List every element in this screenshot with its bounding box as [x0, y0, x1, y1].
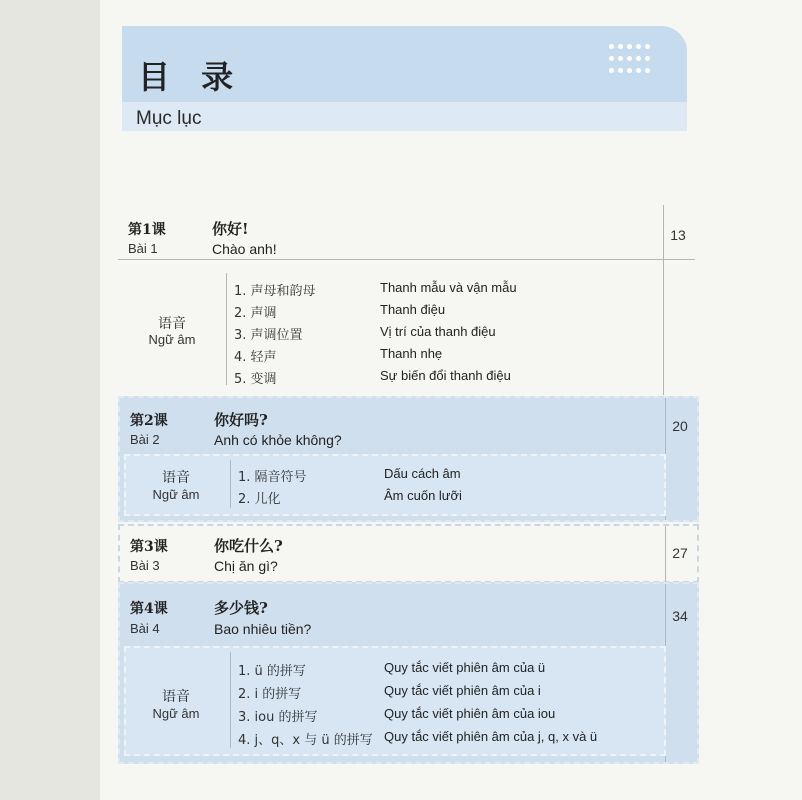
lesson-title-cn: 你好吗? [214, 411, 268, 429]
phonetics-label-vi: Ngữ âm [152, 487, 200, 502]
phonetic-item-cn: 4. 轻声 [234, 350, 277, 365]
phonetic-item-cn: 5. 变调 [234, 372, 277, 387]
toc-header [122, 26, 687, 131]
page-subtitle: Mục lục [136, 108, 202, 129]
lesson-number-vi: Bài 2 [130, 432, 160, 447]
phonetic-item-cn: 2. 儿化 [238, 492, 281, 507]
lesson-number-vi: Bài 1 [128, 241, 158, 256]
phonetic-item-cn: 3. 声调位置 [234, 328, 303, 343]
phonetics-box [124, 454, 666, 516]
lesson-title-cn: 多少钱? [214, 599, 268, 617]
phonetic-item-vi: Quy tắc viết phiên âm của ü [384, 660, 546, 675]
phonetic-item-cn: 2. 声调 [234, 306, 277, 321]
phonetics-label-cn: 语音 [162, 469, 190, 485]
phonetic-item-cn: 2. i 的拼写 [238, 687, 302, 702]
phonetic-item-cn: 1. ü 的拼写 [238, 664, 306, 679]
page-number: 27 [672, 545, 688, 561]
page-number: 34 [672, 608, 688, 624]
phonetics-label-cn: 语音 [162, 688, 190, 704]
lesson-number-cn: 第4课 [130, 601, 168, 617]
phonetic-item-vi: Quy tắc viết phiên âm của iou [384, 706, 556, 721]
phonetic-item-vi: Quy tắc viết phiên âm của i [384, 683, 541, 698]
phonetic-item-vi: Quy tắc viết phiên âm của j, q, x và ü [384, 729, 598, 744]
phonetics-label-vi: Ngữ âm [148, 332, 196, 347]
phonetic-item-vi: Sự biến đổi thanh điệu [380, 368, 511, 383]
phonetic-item-cn: 3. iou 的拼写 [238, 710, 318, 725]
phonetic-item-cn: 4. j、q、x 与 ü 的拼写 [238, 733, 373, 748]
phonetics-box [124, 646, 666, 756]
phonetic-item-vi: Vị trí của thanh điệu [380, 324, 496, 339]
dot-grid-decoration [609, 44, 649, 76]
lesson-number-cn: 第3课 [130, 539, 168, 555]
lesson-number-vi: Bài 4 [130, 621, 160, 636]
lesson-4[interactable] [118, 582, 699, 764]
page-number: 20 [672, 418, 688, 434]
lesson-1[interactable] [118, 205, 695, 395]
phonetics-label-cn: 语音 [158, 315, 186, 331]
lesson-2[interactable] [118, 396, 699, 522]
phonetic-item-vi: Thanh nhẹ [380, 346, 443, 361]
lesson-title-vi: Anh có khỏe không? [214, 432, 342, 448]
phonetic-item-vi: Âm cuốn lưỡi [384, 488, 462, 503]
lesson-number-cn: 第2课 [130, 413, 168, 429]
phonetic-item-vi: Dấu cách âm [384, 466, 461, 481]
phonetic-item-vi: Thanh điệu [380, 302, 446, 317]
page-title: 目 录 [138, 58, 244, 96]
lesson-3[interactable] [118, 524, 699, 583]
phonetic-item-cn: 1. 声母和韵母 [234, 284, 316, 299]
phonetic-item-vi: Thanh mẫu và vận mẫu [380, 280, 517, 295]
lesson-title-cn: 你吃什么? [214, 537, 283, 555]
lesson-number-vi: Bài 3 [130, 558, 160, 573]
lesson-number-cn: 第1课 [128, 222, 166, 238]
lesson-title-vi: Chào anh! [212, 241, 277, 257]
page-number: 13 [670, 227, 686, 243]
lesson-title-cn: 你好! [212, 220, 249, 238]
lesson-title-vi: Chị ăn gì? [214, 558, 278, 574]
lesson-title-vi: Bao nhiêu tiền? [214, 621, 312, 637]
phonetics-label-vi: Ngữ âm [152, 706, 200, 721]
phonetic-item-cn: 1. 隔音符号 [238, 470, 307, 485]
